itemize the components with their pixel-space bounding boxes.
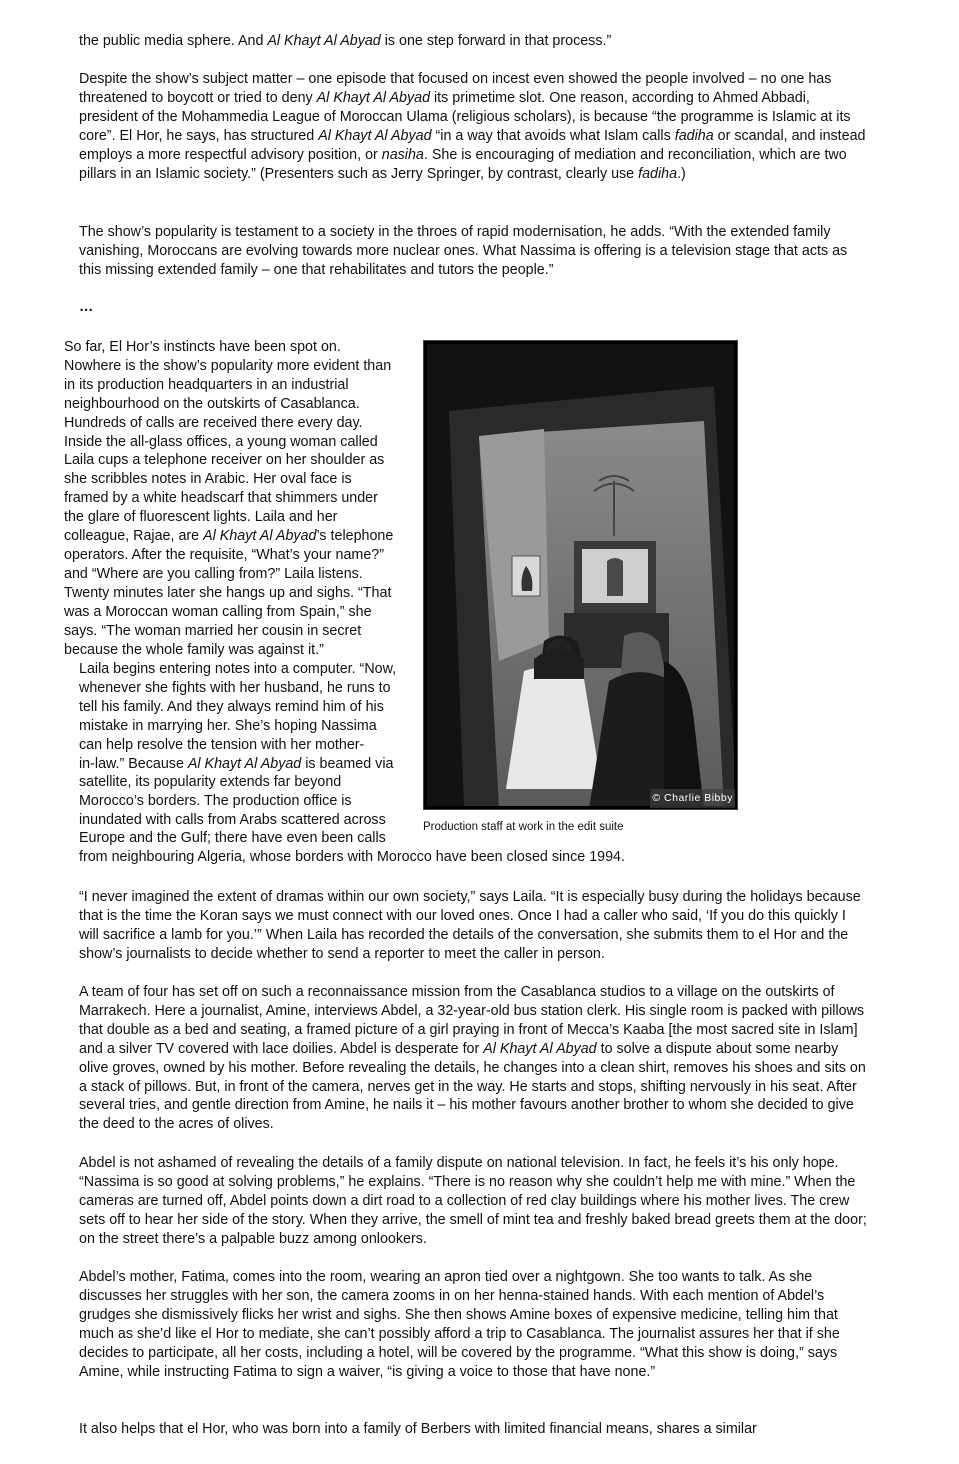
paragraph-reconnaissance: A team of four has set off on such a reconnaissance mission from the Casablanca studios to a village on the outskirts of Marrakech. Here a journalist, Amine, interviews Abdel, a 32-year-old bus station clerk. His single room is packed with pillows that double as a bed and seating, a framed picture of a girl praying in front of Mecca’s Kaaba [the most sacred site in Islam] and a silver TV covered with lace doilies. Abdel is desperate for Al Khayt Al Abyad to solve a dispute about some nearby olive groves, owned by his mother. Before revealing the details, he changes into a clean shirt, removes his shoes and sits on a stack of pillows. But, in front of the camera, nerves get in the way. He starts and stops, shifting nervously in his seat. After several tries, and gentle direction from Amine, he nails it – his mother favours another brother to whom she decided to give the deed to the acres of olives. xyxy=(79,984,866,1133)
text-line: the glare of fluorescent lights. Laila and her xyxy=(64,509,338,526)
text-line: in-law.” Because Al Khayt Al Abyad is beamed via xyxy=(79,755,394,772)
text-line: neighbourhood on the outskirts of Casablanca. xyxy=(64,395,360,412)
text-line: tell his family. And they always remind him of his xyxy=(79,698,384,715)
text-line: can help resolve the tension with her mother- xyxy=(79,736,365,753)
paragraph-islamic-core: Despite the show’s subject matter – one episode that focused on incest even showed the people involved – no one has threatened to boycott or tried to deny Al Khayt Al Abyad its primetime slot. One reason, according to Ahmed Abbadi, president of the Mohammedia League of Moroccan Ulama (religious scholars), is because “the programme is Islamic at its core”. El Hor, he says, has structured Al Khayt Al Abyad “in a way that avoids what Islam calls fadiha or scandal, and instead employs a more respectful advisory position, or nasiha. She is encouraging of mediation and reconciliation, which are two pillars in an Islamic society.” (Presenters such as Jerry Springer, by contrast, clearly use fadiha.) xyxy=(79,71,866,182)
paragraph-fatima: Abdel’s mother, Fatima, comes into the room, wearing an apron tied over a nightgown. She too wants to talk. As she discusses her struggles with her son, the camera zooms in on her henna-stained hands. With each mention of Abdel’s grudges she dismissively flicks her wrist and sighs. She then shows Amine boxes of expensive medicine, telling him that much as she’d like el Hor to mediate, she can’t possibly afford a trip to Casablanca. The journalist assures her that if she decides to participate, all her costs, including a hotel, will be covered by the programme. “What this show is doing,” says Amine, while instructing Fatima to sign a waiver, “is giving a voice to those that have none.” xyxy=(79,1269,840,1380)
text-line: Twenty minutes later she hangs up and sighs. “That xyxy=(64,584,392,601)
section-break-ellipsis: … xyxy=(79,299,96,315)
paragraph-headquarters xyxy=(64,338,420,659)
text-line: inundated with calls from Arabs scattered across xyxy=(79,812,386,829)
text-line: was a Moroccan woman calling from Spain,” she xyxy=(64,603,372,620)
text-line: mistake in marrying her. She’s hoping Nassima xyxy=(79,717,377,734)
text-line: framed by a white headscarf that shimmers under xyxy=(64,490,378,507)
text-line: So far, El Hor’s instincts have been spot on. xyxy=(64,339,341,355)
text-line: in its production headquarters in an industrial xyxy=(64,376,349,393)
text-line: Morocco’s borders. The production office is xyxy=(79,793,352,810)
text-line: says. “The woman married her cousin in secret xyxy=(64,622,362,639)
text-line: whenever she fights with her husband, he runs to xyxy=(79,679,391,696)
paragraph-laila-notes-tail: Europe and the Gulf; there have even been calls xyxy=(79,830,386,846)
paragraph-laila-quote: “I never imagined the extent of dramas within our own society,” says Laila. “It is especially busy during the holidays because that is the time the Koran says we must connect with our loved ones. Once I had a caller who said, ‘If you do this quickly I will sacrifice a lamb for you.’” When Laila has recorded the details of the conversation, she submits them to el Hor and the show’s journalists to decide whether to send a reporter to meet the caller in person. xyxy=(79,889,861,962)
paragraph-abdel: Abdel is not ashamed of revealing the details of a family dispute on national television. In fact, he feels it’s his only hope. “Nassima is so good at solving problems,” he explains. “There is no reason why she couldn’t help me with mine.” When the cameras are turned off, Abdel points down a dirt road to a collection of red clay buildings where his mother lives. The crew sets off to hear her side of the story. When they arrive, the smell of mint tea and freshly baked bread greets them at the door; on the street there’s a palpable buzz among onlookers. xyxy=(79,1155,867,1247)
photo-credit: © Charlie Bibby xyxy=(650,789,735,808)
paragraph-modernisation: The show’s popularity is testament to a society in the throes of rapid modernisation, he adds. “With the extended family vanishing, Moroccans are evolving towards more nuclear ones. What Nassima is offering is a television stage that acts as this missing extended family – one that rehabilitates and tutors the people.” xyxy=(79,224,848,278)
paragraph-intro-continuation: the public media sphere. And Al Khayt Al Abyad is one step forward in that process.” xyxy=(79,33,612,49)
text-line: because the whole family was against it.” xyxy=(64,641,324,658)
text-line: Nowhere is the show’s popularity more evident than xyxy=(64,357,392,374)
text-line: colleague, Rajae, are Al Khayt Al Abyad’s telephone xyxy=(64,528,394,545)
paragraph-laila-notes-end: from neighbouring Algeria, whose borders with Morocco have been closed since 1994. xyxy=(79,849,625,865)
text-line: Inside the all-glass offices, a young woman called xyxy=(64,433,378,450)
text-line: satellite, its popularity extends far beyond xyxy=(79,774,342,791)
paragraph-el-hor-background: It also helps that el Hor, who was born into a family of Berbers with limited financial means, shares a similar xyxy=(79,1421,757,1437)
text-line: and “Where are you calling from?” Laila listens. xyxy=(64,565,363,582)
photo-illustration xyxy=(424,341,737,809)
text-line: she scribbles notes in Arabic. Her oval face is xyxy=(64,471,352,488)
text-line: operators. After the requisite, “What’s your name?” xyxy=(64,546,384,563)
photo-caption: Production staff at work in the edit suite xyxy=(423,821,624,833)
paragraph-laila-notes xyxy=(79,660,424,830)
edit-suite-photo xyxy=(423,340,738,810)
text-line: Hundreds of calls are received there every day. xyxy=(64,414,363,431)
text-line: Laila begins entering notes into a computer. “Now, xyxy=(79,661,397,677)
text-line: Laila cups a telephone receiver on her shoulder as xyxy=(64,452,385,469)
